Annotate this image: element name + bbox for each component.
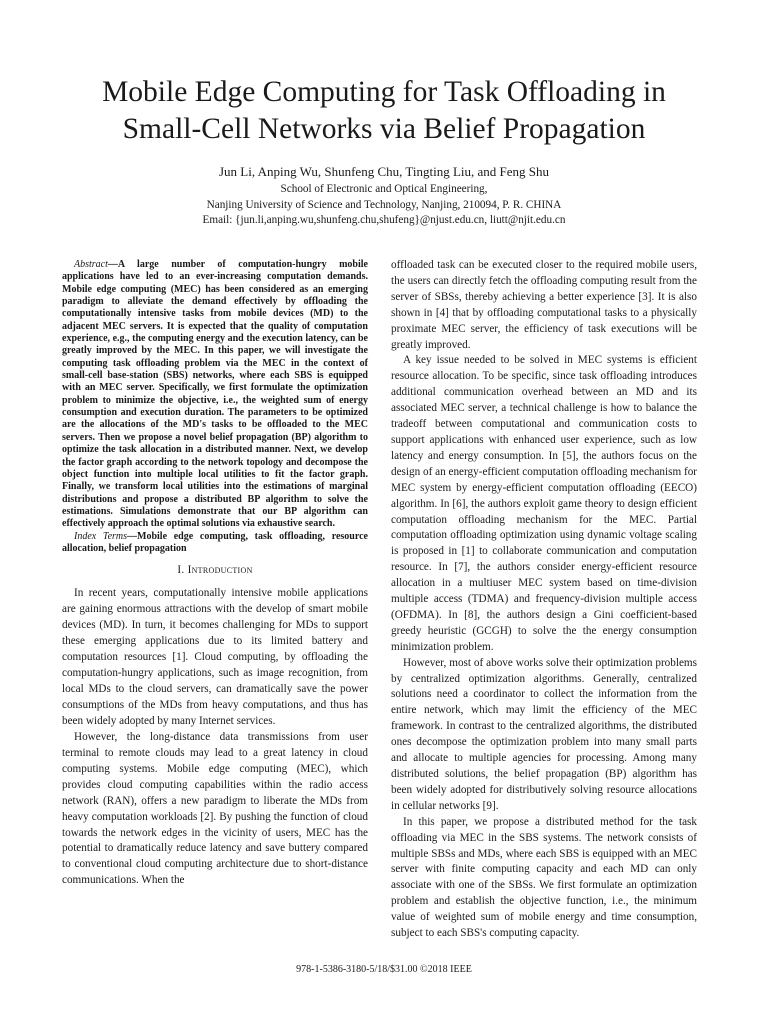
paper-title: Mobile Edge Computing for Task Offloading in Small-Cell Networks via Belief Propagation — [102, 76, 666, 145]
index-terms-text: —Mobile edge computing, task offloading, resource allocation, belief propagation — [62, 530, 368, 554]
paragraph: offloaded task can be executed closer to the required mobile users, the users can directly fetch the offloading computing result from the server of SBSs, thereby achieving a better experience [3]. It is also shown in [4] that by offloading computational tasks to a physically proximate MEC server, the efficiency of task executions will be greatly improved. — [391, 259, 697, 351]
abstract-text: —A large number of computation-hungry mobile applications have led to an ever-increasing computation demands. Mobile edge computing (MEC) has been considered as an emerging paradigm to alleviate the demand effectively by offloading the computationally intensive tasks from mobile devices (MD) to the adjacent MEC servers. It is expected that the quality of computation experience, e.g., the computing energy and the execution latency, can be greatly improved by the MEC. In this paper, we will investigate the computing task offloading problem via the MEC in the context of small-cell base-station (SBS) networks, where each SBS is equipped with an MEC server. Specifically, we first formulate the optimization problem to minimize the objective, i.e., the weighted sum of energy consumption and execution duration. The parameters to be optimized are the allocations of the MD's tasks to be offloaded to the MEC servers. Then we propose a novel belief propagation (BP) algorithm to optimize the task allocation in a distributed manner. Next, we develop the factor graph according to the network topology and decompose the object function into multiple local utilities to fit the factor graph. Finally, we transform local utilities into the estimations of marginal distributions and propose a distributed BP algorithm to solve the estimations. Simulations demonstrate that our BP algorithm can effectively approach the optimal solutions via exhaustive search. — [62, 259, 368, 530]
paragraph: However, most of above works solve their optimization problems by centralized optimization algorithms. Generally, centralized solutions need a coordinator to collect the information from the entire network, which may limit the efficiency of the MEC framework. In contrast to the centralized algorithms, the distributed ones decompose the optimization problem into many small parts and allocate to multiple agencies for processing. Among many distributed solutions, the belief propagation (BP) algorithm has been widely adopted for distributively solving resource allocations in cellular networks [9]. — [391, 656, 697, 812]
paragraph: A key issue needed to be solved in MEC systems is efficient resource allocation. To be specific, since task offloading introduces additional communication overhead between an MD and its associated MEC server, a technical challenge is how to balance the tradeoff between computational and communication costs to support applications with enhanced user experience, such as low latency and energy consumption. In [5], the authors focus on the design of an energy-efficient computation offloading mechanism for MEC system by energy-efficient computation offloading (EECO) algorithm. In [6], the authors exploit game theory to design efficient computation offloading mechanism for the MEC. Partial computation offloading optimization using dynamic voltage scaling is proposed in [1] to collaborate communication and computation resource. In [7], the authors consider energy-efficient resource allocation in a multiuser MEC system based on time-division multiple access (TDMA) and frequency-division multiple access (OFDMA). In [8], the authors design a Gini coefficient-based greedy heuristic (GCGH) to solve the the energy consumption minimization problem. — [391, 354, 698, 653]
right-column — [391, 258, 697, 942]
index-terms — [62, 531, 368, 556]
paragraph: In this paper, we propose a distributed method for the task offloading via MEC in the SBS systems. The network consists of multiple SBSs and MDs, where each SBS is equipped with an MEC server with finite computing capacity and each MD can only associate with one of the SBSs. We first formulate an optimization problem and establish the objective function, i.e., the minimum value of weighted sum of mobile energy and time consumption, subject to each SBS's computing capacity. — [391, 815, 697, 940]
email-line: Email: {jun.li,anping.wu,shunfeng.chu,shufeng}@njust.edu.cn, liutt@njit.edu.cn — [202, 214, 566, 226]
author-list: Jun Li, Anping Wu, Shunfeng Chu, Tingting Liu, and Feng Shu — [218, 164, 550, 179]
section-number: I. — [177, 564, 188, 577]
abstract — [62, 259, 368, 531]
left-column — [62, 259, 368, 889]
affiliation-block — [40, 182, 728, 229]
paragraph: In recent years, computationally intensive mobile applications are gaining enormous attractions with the develop of smart mobile devices (MD). In turn, it becomes challenging for MDs to support these emerging applications due to its limited battery and computation resources [1]. Cloud computing, by offloading the computation-hungry applications, such as image recognition, from local MDs to the cloud servers, can dramatically save the power consumptions of the MDs from heavy computations, and thus has been widely adopted by many Internet services. — [62, 587, 368, 727]
abstract-label: Abstract — [74, 259, 108, 270]
section-heading-introduction — [62, 563, 368, 579]
affiliation-line: School of Electronic and Optical Engineering, — [280, 183, 488, 195]
affiliation-line: Nanjing University of Science and Technology, Nanjing, 210094, P. R. CHINA — [206, 198, 562, 211]
copyright-footer: 978-1-5386-3180-5/18/$31.00 ©2018 IEEE — [296, 964, 472, 975]
section-title: Introduction — [187, 564, 253, 577]
index-terms-label: Index Terms — [74, 530, 128, 542]
paragraph: However, the long-distance data transmissions from user terminal to remote clouds may lead to a great latency in cloud computing systems. Mobile edge computing (MEC), which provides cloud computing capabilities within the radio access network (RAN), offers a new paradigm to liberate the MDs from heavy computation workloads [2]. By pushing the function of cloud towards the network edges in the vicinity of users, MEC has the potential to dramatically reduce latency and save buttery compared to conventional cloud computing architecture due to short-distance communications. When the — [62, 730, 368, 887]
